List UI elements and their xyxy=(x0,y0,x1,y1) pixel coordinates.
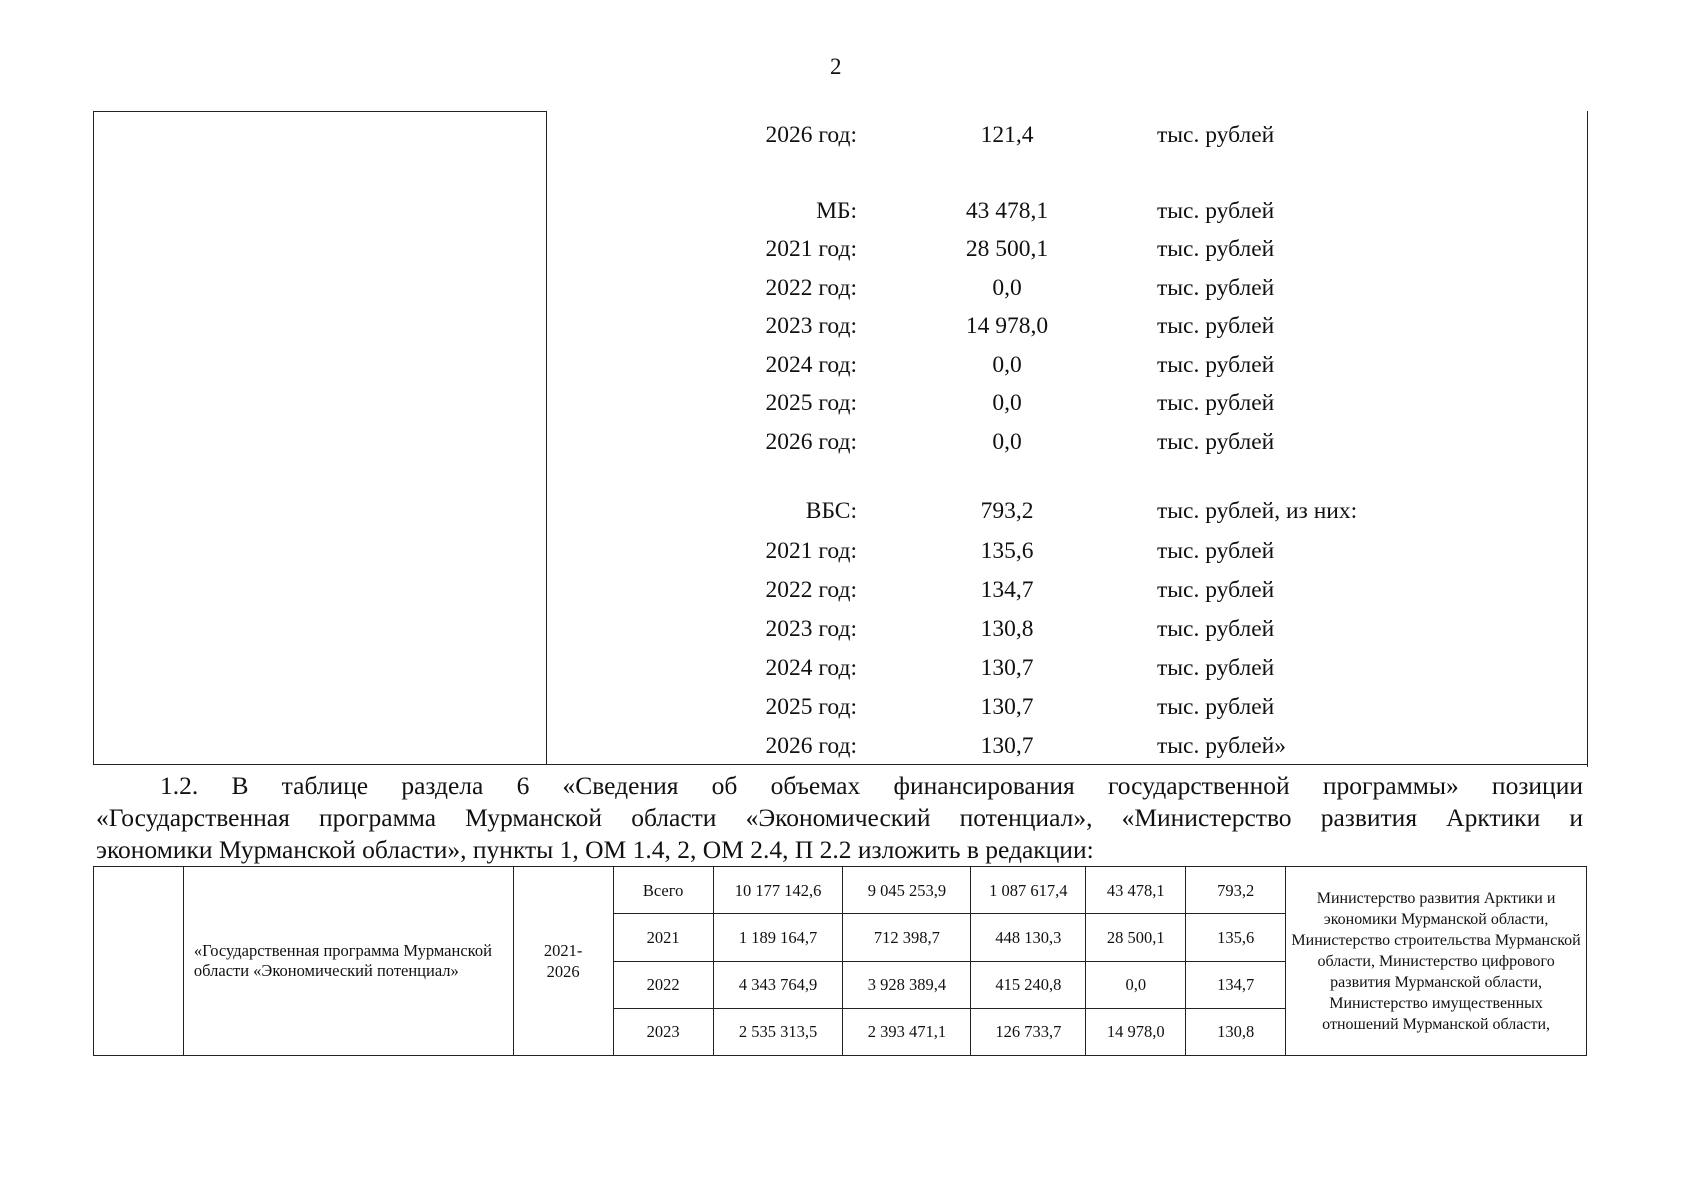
year-cell: 2022 xyxy=(613,961,713,1008)
finance-amount: 0,0 xyxy=(992,390,1022,416)
ob-cell: 415 240,8 xyxy=(971,961,1086,1008)
finance-row xyxy=(0,427,1702,457)
finance-unit: тыс. рублей xyxy=(1157,352,1275,378)
finance-label: 2023 год: xyxy=(765,313,857,339)
finance-row xyxy=(0,653,1702,683)
year-cell: Всего xyxy=(613,867,713,914)
paragraph-line-2: «Государственная программа Мурманской области «Экономический потенциал», «Министерство развития Арктики и xyxy=(96,803,1583,832)
finance-row xyxy=(0,120,1702,150)
finance-label: 2024 год: xyxy=(765,352,857,378)
frame-bottom-border xyxy=(546,764,1588,765)
paragraph-line-1 xyxy=(96,770,1583,802)
finance-label: 2024 год: xyxy=(765,655,857,681)
vbs-cell: 793,2 xyxy=(1186,867,1286,914)
mb-cell: 0,0 xyxy=(1086,961,1186,1008)
mb-cell: 43 478,1 xyxy=(1086,867,1186,914)
mb-cell: 14 978,0 xyxy=(1086,1008,1186,1055)
finance-unit: тыс. рублей, из них: xyxy=(1157,498,1358,524)
fb-cell: 3 928 389,4 xyxy=(843,961,971,1008)
finance-amount: 0,0 xyxy=(992,275,1022,301)
mb-cell: 28 500,1 xyxy=(1086,914,1186,961)
finance-label: 2026 год: xyxy=(765,429,857,455)
finance-unit: тыс. рублей xyxy=(1157,198,1275,224)
fb-cell: 9 045 253,9 xyxy=(843,867,971,914)
finance-label: 2026 год: xyxy=(765,122,857,148)
finance-unit: тыс. рублей xyxy=(1157,275,1275,301)
fb-cell: 2 393 471,1 xyxy=(843,1008,971,1055)
finance-unit: тыс. рублей xyxy=(1157,429,1275,455)
period-cell xyxy=(513,867,613,1056)
vbs-cell: 134,7 xyxy=(1186,961,1286,1008)
finance-amount: 130,8 xyxy=(980,616,1034,642)
fb-cell: 712 398,7 xyxy=(843,914,971,961)
total-cell: 1 189 164,7 xyxy=(713,914,843,961)
finance-unit: тыс. рублей xyxy=(1157,390,1275,416)
finance-label: 2022 год: xyxy=(765,275,857,301)
table-row xyxy=(94,867,1587,914)
finance-label: 2025 год: xyxy=(765,390,857,416)
finance-label: ВБС: xyxy=(805,498,857,524)
finance-label: МБ: xyxy=(816,198,857,224)
finance-unit: тыс. рублей xyxy=(1157,236,1275,262)
finance-label: 2026 год: xyxy=(765,733,857,759)
finance-row xyxy=(0,234,1702,264)
finance-amount: 28 500,1 xyxy=(965,236,1049,262)
finance-row xyxy=(0,350,1702,380)
year-cell: 2023 xyxy=(613,1008,713,1055)
financing-table xyxy=(93,866,1587,1056)
finance-row xyxy=(0,273,1702,303)
page-number: 2 xyxy=(830,54,842,79)
finance-unit: тыс. рублей xyxy=(1157,616,1275,642)
ob-cell: 1 087 617,4 xyxy=(971,867,1086,914)
finance-amount: 14 978,0 xyxy=(965,313,1049,339)
program-title-cell: «Государственная программа Мурманской области «Экономический потенциал» xyxy=(183,867,513,1056)
finance-row xyxy=(0,614,1702,644)
finance-row xyxy=(0,388,1702,418)
finance-unit: тыс. рублей» xyxy=(1157,733,1286,759)
finance-label: 2025 год: xyxy=(765,694,857,720)
finance-amount: 130,7 xyxy=(980,694,1034,720)
finance-row xyxy=(0,536,1702,566)
finance-unit: тыс. рублей xyxy=(1157,655,1275,681)
paragraph-line-3: экономики Мурманской области», пункты 1, ОМ 1.4, 2, ОМ 2.4, П 2.2 изложить в редакции: xyxy=(96,835,1094,864)
finance-amount: 0,0 xyxy=(992,352,1022,378)
paragraph-line-1-text: 1.2. В таблице раздела 6 «Сведения об объемах финансирования государственной программы» позиции xyxy=(160,771,1583,800)
finance-unit: тыс. рублей xyxy=(1157,577,1275,603)
finance-unit: тыс. рублей xyxy=(1157,694,1275,720)
finance-unit: тыс. рублей xyxy=(1157,538,1275,564)
total-cell: 10 177 142,6 xyxy=(713,867,843,914)
finance-row xyxy=(0,692,1702,722)
finance-label: 2023 год: xyxy=(765,616,857,642)
finance-amount: 134,7 xyxy=(980,577,1034,603)
finance-row xyxy=(0,311,1702,341)
year-cell: 2021 xyxy=(613,914,713,961)
finance-amount: 121,4 xyxy=(980,122,1034,148)
finance-amount: 793,2 xyxy=(980,498,1034,524)
ob-cell: 126 733,7 xyxy=(971,1008,1086,1055)
finance-row xyxy=(0,496,1702,526)
finance-amount: 43 478,1 xyxy=(965,198,1049,224)
finance-unit: тыс. рублей xyxy=(1157,122,1275,148)
vbs-cell: 130,8 xyxy=(1186,1008,1286,1055)
finance-amount: 135,6 xyxy=(980,538,1034,564)
total-cell: 2 535 313,5 xyxy=(713,1008,843,1055)
finance-row xyxy=(0,731,1702,761)
finance-row xyxy=(0,575,1702,605)
finance-label: 2022 год: xyxy=(765,577,857,603)
finance-amount: 0,0 xyxy=(992,429,1022,455)
finance-amount: 130,7 xyxy=(980,733,1034,759)
total-cell: 4 343 764,9 xyxy=(713,961,843,1008)
amendment-paragraph xyxy=(96,770,1583,866)
responsible-cell: Министерство развития Арктики и экономики Мурманской области, Министерство строительства Мурманской области, Министерство цифрового развития Мурманской области, Министерство имущественных отношений Мурманской области, xyxy=(1286,867,1587,1056)
finance-row xyxy=(0,196,1702,226)
row-number-cell xyxy=(94,867,184,1056)
finance-label: 2021 год: xyxy=(765,236,857,262)
finance-unit: тыс. рублей xyxy=(1157,313,1275,339)
finance-amount: 130,7 xyxy=(980,655,1034,681)
finance-label: 2021 год: xyxy=(765,538,857,564)
period-text: 2021- 2026 xyxy=(543,941,583,981)
vbs-cell: 135,6 xyxy=(1186,914,1286,961)
ob-cell: 448 130,3 xyxy=(971,914,1086,961)
